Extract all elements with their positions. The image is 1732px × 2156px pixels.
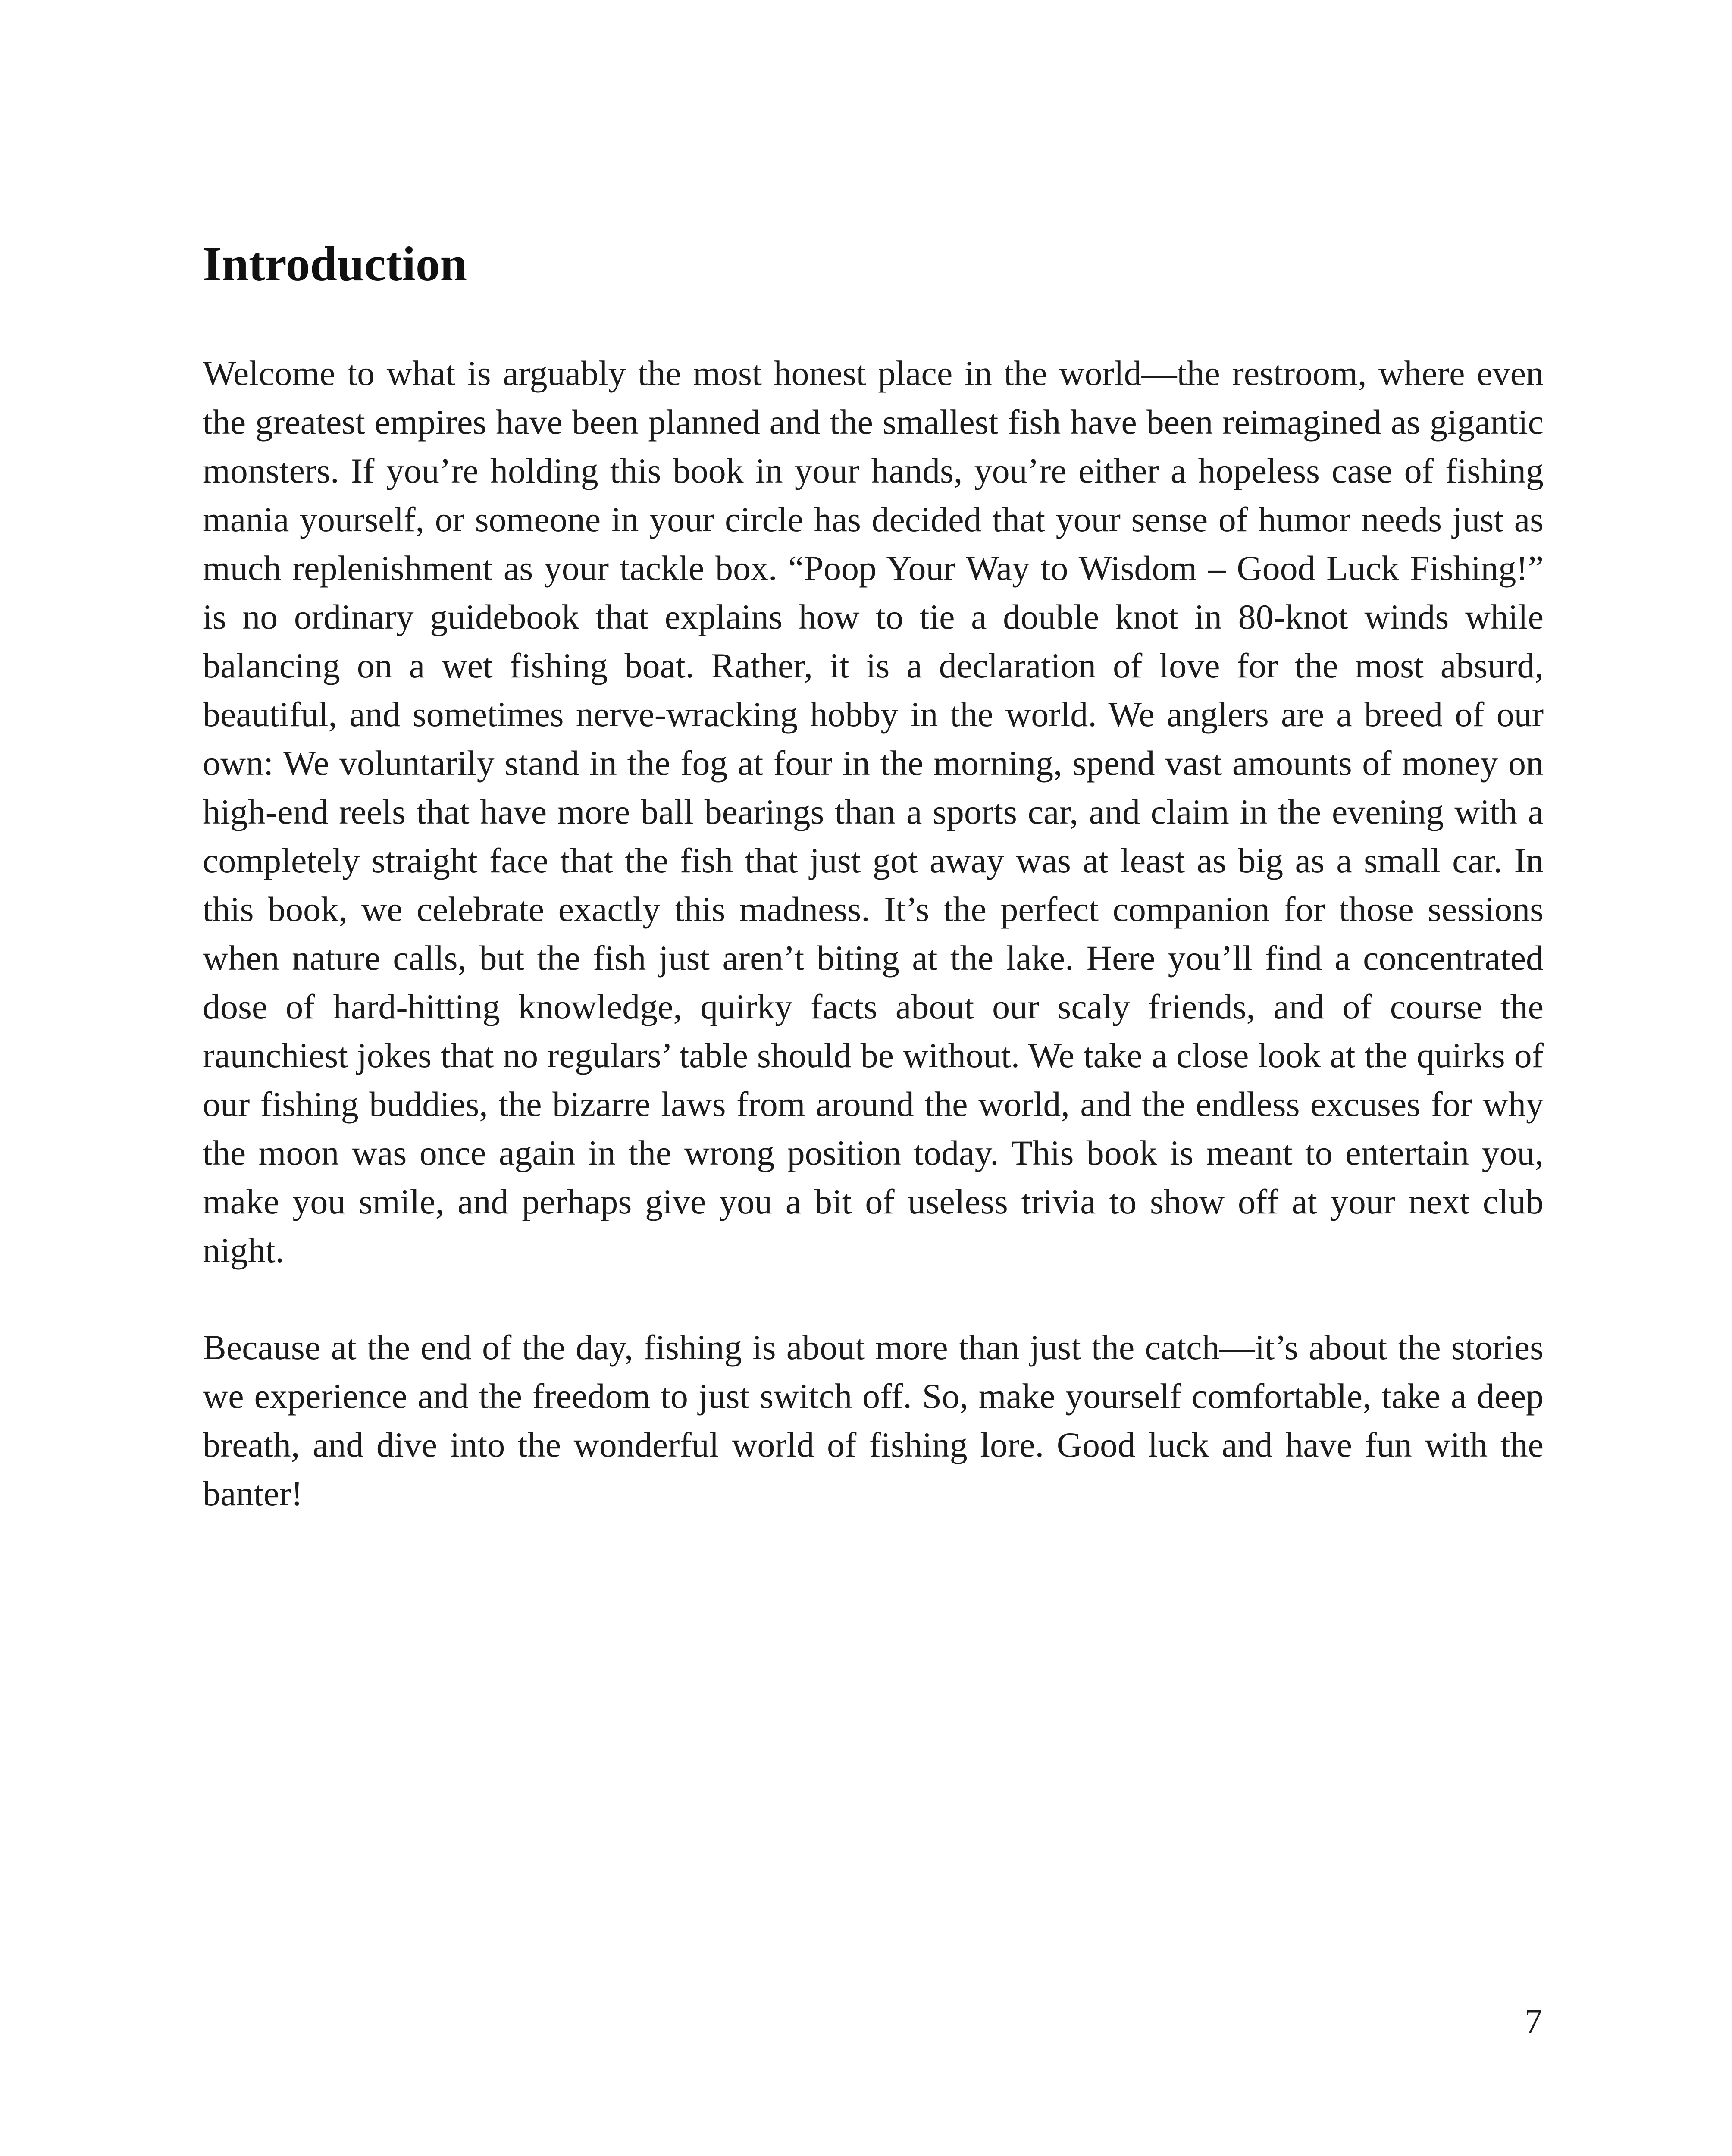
intro-paragraph-2: Because at the end of the day, fishing is about more than just the catch—it’s about the stories we experience and the freedom to just switch off. So, make yourself comfortable, take a deep breath, and dive into the wonderful world of fishing lore. Good luck and have fun with the banter! bbox=[203, 1327, 1544, 1513]
page-content bbox=[203, 235, 1544, 1566]
chapter-title: Introduction bbox=[203, 237, 467, 291]
page-number: 7 bbox=[1525, 2002, 1542, 2041]
intro-paragraph-1: Welcome to what is arguably the most honest place in the world—the restroom, where even the greatest empires have been planned and the smallest fish have been reimagined as gigantic monsters. If you’re holding this book in your hands, you’re either a hopeless case of fishing mania yourself, or someone in your circle has decided that your sense of humor needs just as much replenishment as your tackle box. “Poop Your Way to Wisdom – Good Luck Fishing!” is no ordinary guidebook that explains how to tie a double knot in 80-knot winds while balancing on a wet fishing boat. Rather, it is a declaration of love for the most absurd, beautiful, and sometimes nerve-wracking hobby in the world. We anglers are a breed of our own: We voluntarily stand in the fog at four in the morning, spend vast amounts of money on high-end reels that have more ball bearings than a sports car, and claim in the evening with a completely straight face that the fish that just got away was at least as big as a small car. In this book, we celebrate exactly this madness. It’s the perfect companion for those sessions when nature calls, but the fish just aren’t biting at the lake. Here you’ll find a concentrated dose of hard-hitting knowledge, quirky facts about our scaly friends, and of course the raunchiest jokes that no regulars’ table should be without. We take a close look at the quirks of our fishing buddies, the bizarre laws from around the world, and the endless excuses for why the moon was once again in the wrong position today. This book is meant to entertain you, make you smile, and perhaps give you a bit of useless trivia to show off at your next club night. bbox=[203, 353, 1544, 1270]
